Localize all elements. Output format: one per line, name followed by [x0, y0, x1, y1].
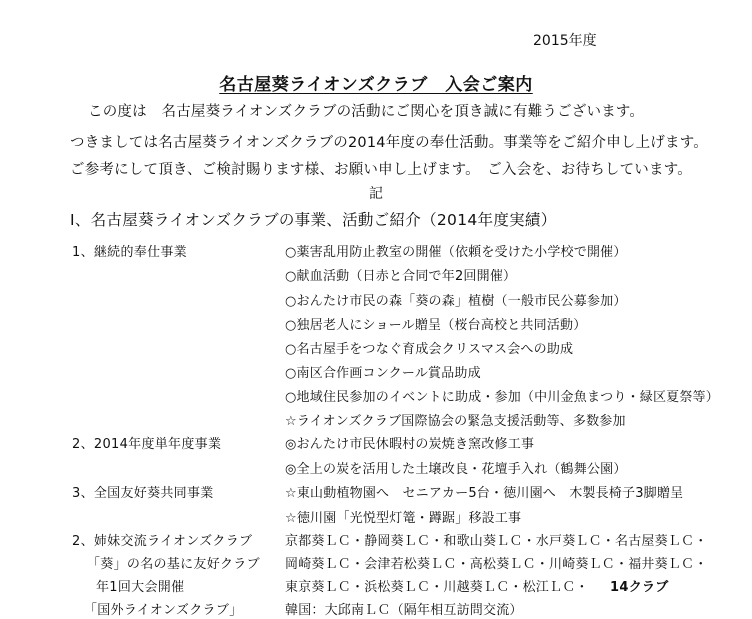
list-item: ◎全上の炭を活用した土壌改良・花壇手入れ（鶴舞公園）	[285, 462, 627, 477]
club-list-line-4: 韓国：大邱南ＬＣ（隔年相互訪問交流）	[285, 603, 523, 618]
list-item: ○名古屋手をつなぐ育成会クリスマス会への助成	[285, 342, 574, 357]
list-item: ☆東山動植物園へ セニアカー5台・徳川園へ 木製長椅子3脚贈呈	[285, 486, 684, 501]
list-item: ☆ライオンズクラブ国際協会の緊急支援活動等、多数参加	[285, 414, 626, 429]
list-item: ○地域住民参加のイベントに助成・参加（中川金魚まつり・緑区夏祭等）	[285, 390, 719, 405]
page-title: 名古屋葵ライオンズクラブ 入会ご案内	[219, 75, 533, 95]
ki-marker: 記	[369, 186, 383, 202]
club-list-line-1: 京都葵ＬＣ・静岡葵ＬＣ・和歌山葵ＬＣ・水戸葵ＬＣ・名古屋葵ＬＣ・	[285, 534, 708, 549]
section-heading: Ⅰ、名古屋葵ライオンズクラブの事業、活動ご紹介（2014年度実績）	[70, 211, 557, 229]
category-sister-clubs-line-3: 年1回大会開催	[96, 580, 185, 595]
intro-line-1: この度は 名古屋葵ライオンズクラブの活動にご関心を頂き誠に有難うございます。	[88, 104, 645, 120]
category-joint-project: 3、全国友好葵共同事業	[72, 486, 214, 501]
category-single-year: 2、2014年度単年度事業	[72, 437, 222, 452]
category-continuous-service: 1、継続的奉仕事業	[72, 245, 187, 260]
intro-line-2: つきましては名古屋葵ライオンズクラブの2014年度の奉仕活動。事業等をご紹介申し上げます。	[70, 135, 708, 151]
intro-line-3: ご参考にして頂き、ご検討賜ります様、お願い申し上げます。 ご入会を、お待ちしています。	[70, 162, 692, 178]
list-item: ○薬害乱用防止教室の開催（依頼を受けた小学校で開催）	[285, 245, 627, 260]
list-item: ◎おんたけ市民休暇村の炭焼き窯改修工事	[285, 437, 535, 452]
category-sister-clubs-line-2: 「葵」の名の基に友好クラブ	[87, 557, 260, 572]
list-item: ○おんたけ市民の森「葵の森」植樹（一般市民公募参加）	[285, 294, 627, 309]
category-sister-clubs: 2、姉妹交流ライオンズクラブ	[72, 534, 253, 549]
club-count: 14クラブ	[610, 580, 669, 595]
club-list-line-3: 東京葵ＬＣ・浜松葵ＬＣ・川越葵ＬＣ・松江ＬＣ・	[285, 580, 589, 595]
club-list-line-2: 岡崎葵ＬＣ・会津若松葵ＬＣ・高松葵ＬＣ・川崎葵ＬＣ・福井葵ＬＣ・	[285, 557, 708, 572]
list-item: ☆徳川園「光悦型灯篭・蹲踞」移設工事	[285, 511, 522, 526]
category-sister-clubs-line-4: 「国外ライオンズクラブ」	[84, 603, 243, 618]
list-item: ○独居老人にショール贈呈（桜台高校と共同活動）	[285, 318, 587, 333]
list-item: ○南区合作画コンクール賞品助成	[285, 366, 481, 381]
list-item: ○献血活動（日赤と合同で年2回開催）	[285, 269, 517, 284]
fiscal-year: 2015年度	[533, 33, 597, 49]
